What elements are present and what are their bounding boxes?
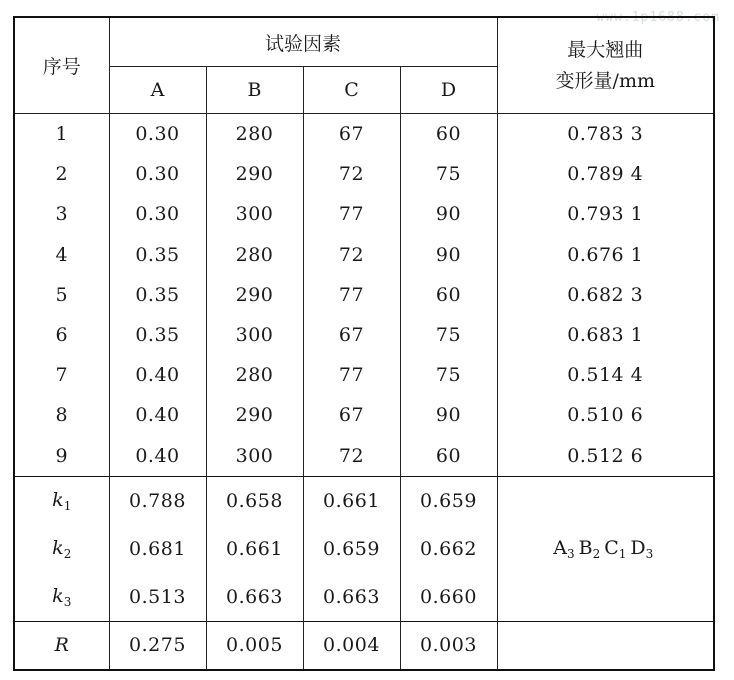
header-result xyxy=(497,17,714,114)
optimal-combination xyxy=(497,476,714,621)
row-id: 9 xyxy=(14,436,109,477)
row-cell-c: 77 xyxy=(303,275,400,315)
k-subscript: 1 xyxy=(63,498,72,513)
row-cell-d: 75 xyxy=(400,355,497,395)
orthogonal-test-table xyxy=(13,16,715,671)
row-cell-a: 0.40 xyxy=(109,355,206,395)
optimal-subscript: 1 xyxy=(618,546,627,561)
table-row xyxy=(14,395,714,435)
r-body xyxy=(14,621,714,670)
header-col-b: B xyxy=(206,67,303,114)
row-cell-d: 90 xyxy=(400,194,497,234)
k-cell-c: 0.659 xyxy=(303,525,400,573)
row-cell-b: 300 xyxy=(206,194,303,234)
row-cell-c: 77 xyxy=(303,355,400,395)
row-cell-a: 0.35 xyxy=(109,235,206,275)
table-header xyxy=(14,17,714,114)
watermark: www.1p1688.com xyxy=(596,10,720,25)
table-row xyxy=(14,355,714,395)
optimal-letter: C xyxy=(604,536,619,559)
row-cell-c: 72 xyxy=(303,235,400,275)
row-cell-b: 300 xyxy=(206,436,303,477)
range-cell-a: 0.275 xyxy=(109,621,206,670)
row-warpage: 0.514 4 xyxy=(497,355,714,395)
row-warpage: 0.683 1 xyxy=(497,315,714,355)
row-cell-d: 75 xyxy=(400,154,497,194)
row-cell-a: 0.40 xyxy=(109,436,206,477)
k-cell-b: 0.658 xyxy=(206,476,303,525)
range-cell-d: 0.003 xyxy=(400,621,497,670)
row-cell-b: 290 xyxy=(206,395,303,435)
row-cell-a: 0.35 xyxy=(109,315,206,355)
header-seq: 序号 xyxy=(14,17,109,114)
k-row xyxy=(14,476,714,525)
row-cell-b: 300 xyxy=(206,315,303,355)
row-cell-d: 60 xyxy=(400,436,497,477)
row-cell-b: 280 xyxy=(206,114,303,155)
optimal-letter: A xyxy=(553,536,567,559)
row-cell-d: 90 xyxy=(400,235,497,275)
k-cell-d: 0.659 xyxy=(400,476,497,525)
k-subscript: 2 xyxy=(63,546,72,561)
row-id: 6 xyxy=(14,315,109,355)
table-row xyxy=(14,235,714,275)
k-symbol xyxy=(14,573,109,622)
range-cell-c: 0.004 xyxy=(303,621,400,670)
row-cell-b: 290 xyxy=(206,275,303,315)
table-row xyxy=(14,194,714,234)
k-letter: k xyxy=(52,488,64,511)
row-warpage: 0.510 6 xyxy=(497,395,714,435)
header-factors: 试验因素 xyxy=(109,17,497,67)
k-cell-c: 0.661 xyxy=(303,476,400,525)
row-cell-d: 90 xyxy=(400,395,497,435)
row-cell-a: 0.30 xyxy=(109,194,206,234)
header-col-c: C xyxy=(303,67,400,114)
row-cell-b: 290 xyxy=(206,154,303,194)
optimal-subscript: 3 xyxy=(566,546,575,561)
row-cell-c: 67 xyxy=(303,315,400,355)
row-warpage: 0.789 4 xyxy=(497,154,714,194)
optimal-subscript: 3 xyxy=(645,546,654,561)
header-col-a: A xyxy=(109,67,206,114)
k-cell-d: 0.660 xyxy=(400,573,497,622)
row-cell-b: 280 xyxy=(206,355,303,395)
row-cell-a: 0.40 xyxy=(109,395,206,435)
row-cell-c: 77 xyxy=(303,194,400,234)
header-result-line1: 最大翘曲 xyxy=(567,39,644,62)
row-cell-c: 72 xyxy=(303,154,400,194)
k-cell-d: 0.662 xyxy=(400,525,497,573)
range-row xyxy=(14,621,714,670)
row-id: 3 xyxy=(14,194,109,234)
row-cell-d: 60 xyxy=(400,114,497,155)
row-cell-d: 75 xyxy=(400,315,497,355)
k-letter: k xyxy=(52,584,64,607)
row-id: 4 xyxy=(14,235,109,275)
row-warpage: 0.783 3 xyxy=(497,114,714,155)
table-row xyxy=(14,436,714,477)
row-cell-a: 0.35 xyxy=(109,275,206,315)
k-cell-a: 0.513 xyxy=(109,573,206,622)
optimal-subscript: 2 xyxy=(592,546,601,561)
row-warpage: 0.682 3 xyxy=(497,275,714,315)
row-cell-c: 67 xyxy=(303,395,400,435)
table-row xyxy=(14,315,714,355)
table-row xyxy=(14,154,714,194)
k-cell-b: 0.661 xyxy=(206,525,303,573)
header-col-d: D xyxy=(400,67,497,114)
row-warpage: 0.793 1 xyxy=(497,194,714,234)
range-cell-b: 0.005 xyxy=(206,621,303,670)
row-cell-a: 0.30 xyxy=(109,154,206,194)
k-letter: k xyxy=(52,536,64,559)
row-id: 7 xyxy=(14,355,109,395)
k-body xyxy=(14,476,714,621)
k-cell-a: 0.681 xyxy=(109,525,206,573)
optimal-letter: B xyxy=(578,536,593,559)
table-row xyxy=(14,275,714,315)
range-empty xyxy=(497,621,714,670)
row-cell-a: 0.30 xyxy=(109,114,206,155)
row-id: 1 xyxy=(14,114,109,155)
k-cell-b: 0.663 xyxy=(206,573,303,622)
row-cell-b: 280 xyxy=(206,235,303,275)
row-cell-c: 72 xyxy=(303,436,400,477)
row-cell-d: 60 xyxy=(400,275,497,315)
row-warpage: 0.512 6 xyxy=(497,436,714,477)
row-id: 5 xyxy=(14,275,109,315)
table-row xyxy=(14,114,714,155)
k-symbol xyxy=(14,476,109,525)
optimal-letter: D xyxy=(630,536,646,559)
k-cell-c: 0.663 xyxy=(303,573,400,622)
k-subscript: 3 xyxy=(63,594,72,609)
row-id: 8 xyxy=(14,395,109,435)
data-body xyxy=(14,114,714,477)
range-symbol: R xyxy=(14,621,109,670)
row-id: 2 xyxy=(14,154,109,194)
row-cell-c: 67 xyxy=(303,114,400,155)
k-symbol xyxy=(14,525,109,573)
k-cell-a: 0.788 xyxy=(109,476,206,525)
row-warpage: 0.676 1 xyxy=(497,235,714,275)
header-result-line2: 变形量/mm xyxy=(555,69,655,92)
